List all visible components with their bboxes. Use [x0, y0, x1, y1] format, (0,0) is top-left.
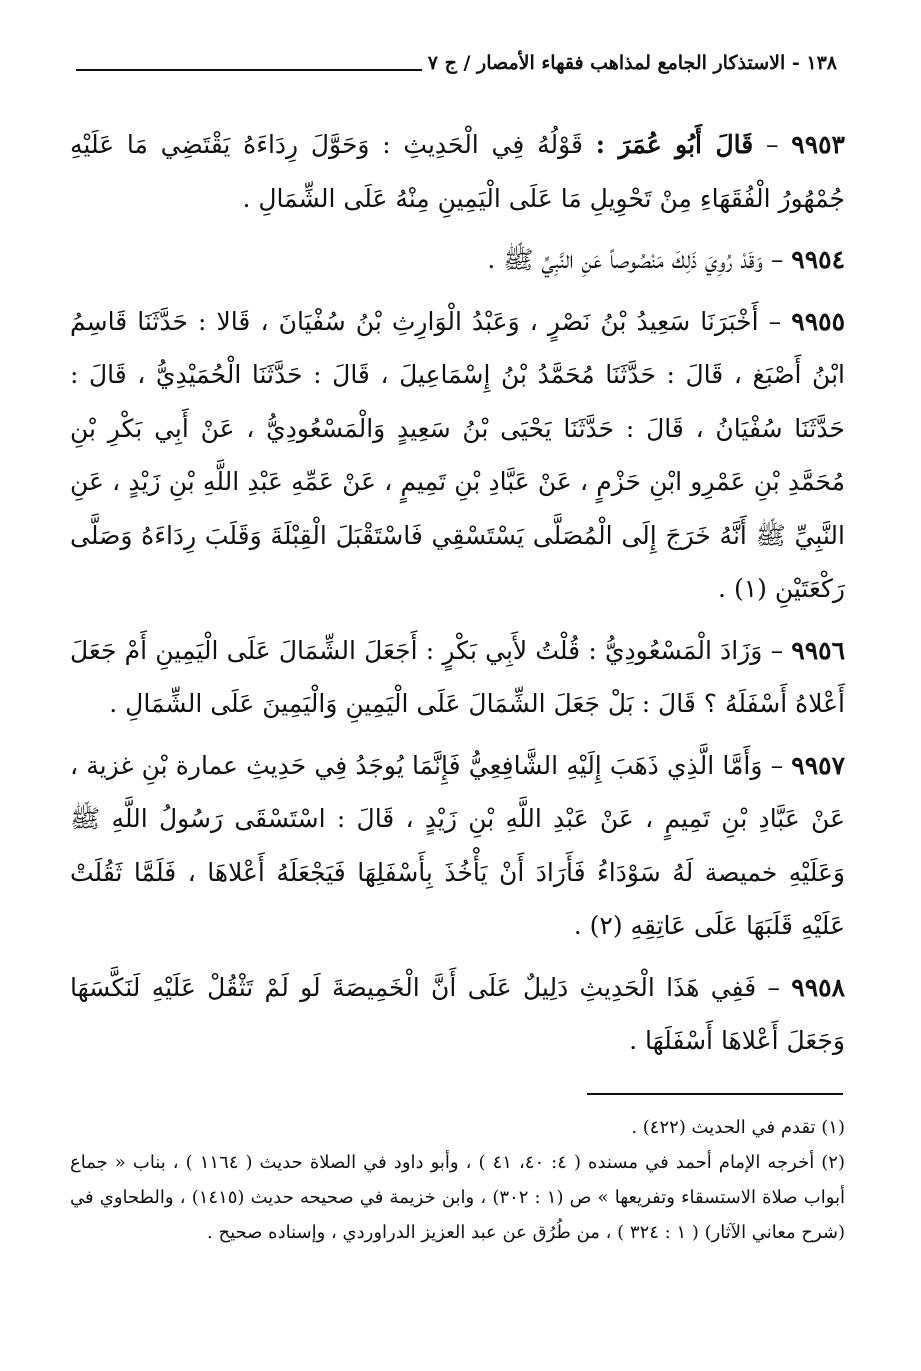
paragraph-9954: ٩٩٥٤ – وَقَدْ رُوِيَ ذَلِكَ مَنْصُوصاً عَنِ النَّبِيِّ ﷺ . [487, 245, 845, 274]
paragraph-text: وَقَدْ رُوِيَ ذَلِكَ مَنْصُوصاً عَنِ النَّبِيِّ ﷺ . [487, 245, 763, 274]
paragraph-9957: ٩٩٥٧ – وَأَمَّا الَّذِي ذَهَبَ إِلَيْهِ الشَّافِعِيُّ فَإِنَّمَا يُوجَدُ فِي حَدِيثِ عمارة بْنِ غزية ، عَنْ عَبَّادِ بْنِ تَمِيمٍ ، عَنْ عَبْدِ اللَّهِ بْنِ زَيْدٍ ، قَالَ : اسْتَسْقَى رَسُولُ اللَّهِ ﷺ وَعَلَيْهِ خميصة لَهُ سَوْدَاءُ فَأَرَادَ أَنْ يَأْخُذَ بِأَسْفَلِهَا فَيَجْعَلَهُ أَعْلاهَا ، فَلَمَّا ثَقُلَتْ عَلَيْهِ قَلَبَهَا عَلَى عَاتِقِهِ (٢) . [70, 750, 845, 940]
paragraph-text: وَأَمَّا الَّذِي ذَهَبَ إِلَيْهِ الشَّافِعِيُّ فَإِنَّمَا يُوجَدُ فِي حَدِيثِ عمارة بْنِ غزية ، عَنْ عَبَّادِ بْنِ تَمِيمٍ ، عَنْ عَبْدِ اللَّهِ بْنِ زَيْدٍ ، قَالَ : اسْتَسْقَى رَسُولُ اللَّهِ ﷺ وَعَلَيْهِ خميصة لَهُ سَوْدَاءُ فَأَرَادَ أَنْ يَأْخُذَ بِأَسْفَلِهَا فَيَجْعَلَهُ أَعْلاهَا ، فَلَمَّا ثَقُلَتْ عَلَيْهِ قَلَبَهَا عَلَى عَاتِقِهِ (٢) . [70, 750, 845, 940]
paragraph-number: ٩٩٥٨ [791, 972, 845, 1002]
footnote-2: (٢) أخرجه الإمام أحمد في مسنده ( ٤: ٤٠، ٤١ ) ، وأبو داود في الصلاة حديث ( ١١٦٤ ) ، بناب « جماع أبواب صلاة الاستسقاء وتفريعها » ص (١ : ٣٠٢) ، وابن خزيمة في صحيحه حديث (١٤١٥) ، والطحاوي في (شرح معاني الآثار) ( ١ : ٣٢٤ ) ، من طُرُق عن عبد العزيز الدراوردي ، وإسناده صحيح . [70, 1152, 846, 1243]
paragraph-9958: ٩٩٥٨ – فَفِي هَذَا الْحَدِيثِ دَلِيلٌ عَلَى أَنَّ الْخَمِيصَةَ لَو لَمْ تَثْقُلْ عَلَيْهِ لَنَكَّسَهَا وَجَعَلَ أَعْلاهَا أَسْفَلَهَا . [70, 972, 845, 1055]
paragraph-number: ٩٩٥٦ [791, 635, 845, 665]
paragraph-number: ٩٩٥٥ [791, 306, 845, 336]
paragraph-9956: ٩٩٥٦ – وَزَادَ الْمَسْعُودِيُّ : قُلْتُ لأَبِي بَكْرٍ : أَجَعَلَ الشِّمَالَ عَلَى الْيَمِينِ أَمْ جَعَلَ أَعْلاهُ أَسْفَلَهُ ؟ قَالَ : بَلْ جَعَلَ الشِّمَالَ عَلَى الْيَمِينِ وَالْيَمِينَ عَلَى الشِّمَالِ . [70, 635, 845, 718]
running-header: ١٣٨ - الاستذكار الجامع لمذاهب فقهاء الأمصار / ج ٧ [427, 52, 837, 74]
paragraph-text: فَفِي هَذَا الْحَدِيثِ دَلِيلٌ عَلَى أَنَّ الْخَمِيصَةَ لَو لَمْ تَثْقُلْ عَلَيْهِ لَنَكَّسَهَا وَجَعَلَ أَعْلاهَا أَسْفَلَهَا . [70, 972, 845, 1055]
paragraph-text: قَوْلُهُ فِي الْحَدِيثِ : وَحَوَّلَ رِدَاءَهُ يَقْتَضِي مَا عَلَيْهِ جُمْهُورُ الْفُقَهَاءِ مِنْ تَحْوِيلِ مَا عَلَى الْيَمِينِ مِنْهُ عَلَى الشِّمَالِ . [70, 130, 845, 213]
paragraph-9953: ٩٩٥٣ – قَالَ أَبُو عُمَرَ : قَوْلُهُ فِي الْحَدِيثِ : وَحَوَّلَ رِدَاءَهُ يَقْتَضِي مَا عَلَيْهِ جُمْهُورُ الْفُقَهَاءِ مِنْ تَحْوِيلِ مَا عَلَى الْيَمِينِ مِنْهُ عَلَى الشِّمَالِ . [70, 130, 845, 213]
paragraph-9955: ٩٩٥٥ – أَخْبَرَنَا سَعِيدُ بْنُ نَصْرٍ ، وَعَبْدُ الْوَارِثِ بْنُ سُفْيَانَ ، قَالا : حَدَّثَنَا قَاسِمُ ابْنُ أَصْبَغ ، قَالَ : حَدَّثَنَا مُحَمَّدُ بْنُ إِسْمَاعِيلَ ، قَالَ : حَدَّثَنَا الْحُمَيْدِيُّ ، قَالَ : حَدَّثَنَا سُفْيَانُ ، قَالَ : حَدَّثَنَا يَحْيَى بْنُ سَعِيدٍ وَالْمَسْعُودِيُّ ، عَنْ أَبِي بَكْرِ بْنِ مُحَمَّدِ بْنِ عَمْرِو ابْنِ حَزْمٍ ، عَنْ عَبَّادِ بْنِ تَمِيمٍ ، عَنْ عَمِّهِ عَبْدِ اللَّهِ بْنِ زَيْدٍ ، عَنِ النَّبِيِّ ﷺ أَنَّهُ خَرَجَ إِلَى الْمُصَلَّى يَسْتَسْقِي فَاسْتَقْبَلَ الْقِبْلَةَ وَقَلَبَ رِدَاءَهُ وَصَلَّى رَكْعَتَيْنِ (١) . [70, 306, 845, 603]
main-text [70, 118, 845, 1076]
header-rule [76, 69, 422, 71]
paragraph-number: ٩٩٥٧ [791, 750, 845, 780]
footnote-1: (١) تقدم في الحديث (٤٢٢) . [631, 1117, 845, 1138]
paragraph-number: ٩٩٥٤ [791, 245, 845, 274]
paragraph-text: أَخْبَرَنَا سَعِيدُ بْنُ نَصْرٍ ، وَعَبْدُ الْوَارِثِ بْنُ سُفْيَانَ ، قَالا : حَدَّثَنَا قَاسِمُ ابْنُ أَصْبَغ ، قَالَ : حَدَّثَنَا مُحَمَّدُ بْنُ إِسْمَاعِيلَ ، قَالَ : حَدَّثَنَا الْحُمَيْدِيُّ ، قَالَ : حَدَّثَنَا سُفْيَانُ ، قَالَ : حَدَّثَنَا يَحْيَى بْنُ سَعِيدٍ وَالْمَسْعُودِيُّ ، عَنْ أَبِي بَكْرِ بْنِ مُحَمَّدِ بْنِ عَمْرِو ابْنِ حَزْمٍ ، عَنْ عَبَّادِ بْنِ تَمِيمٍ ، عَنْ عَمِّهِ عَبْدِ اللَّهِ بْنِ زَيْدٍ ، عَنِ النَّبِيِّ ﷺ أَنَّهُ خَرَجَ إِلَى الْمُصَلَّى يَسْتَسْقِي فَاسْتَقْبَلَ الْقِبْلَةَ وَقَلَبَ رِدَاءَهُ وَصَلَّى رَكْعَتَيْنِ (١) . [70, 306, 845, 603]
paragraph-text: وَزَادَ الْمَسْعُودِيُّ : قُلْتُ لأَبِي بَكْرٍ : أَجَعَلَ الشِّمَالَ عَلَى الْيَمِينِ أَمْ جَعَلَ أَعْلاهُ أَسْفَلَهُ ؟ قَالَ : بَلْ جَعَلَ الشِّمَالَ عَلَى الْيَمِينِ وَالْيَمِينَ عَلَى الشِّمَالِ . [70, 635, 845, 718]
paragraph-number: ٩٩٥٣ [791, 130, 845, 159]
paragraph-lead: قَالَ أَبُو عُمَرَ : [595, 130, 754, 159]
footnote-separator [587, 1093, 843, 1095]
footnotes [70, 1110, 845, 1250]
